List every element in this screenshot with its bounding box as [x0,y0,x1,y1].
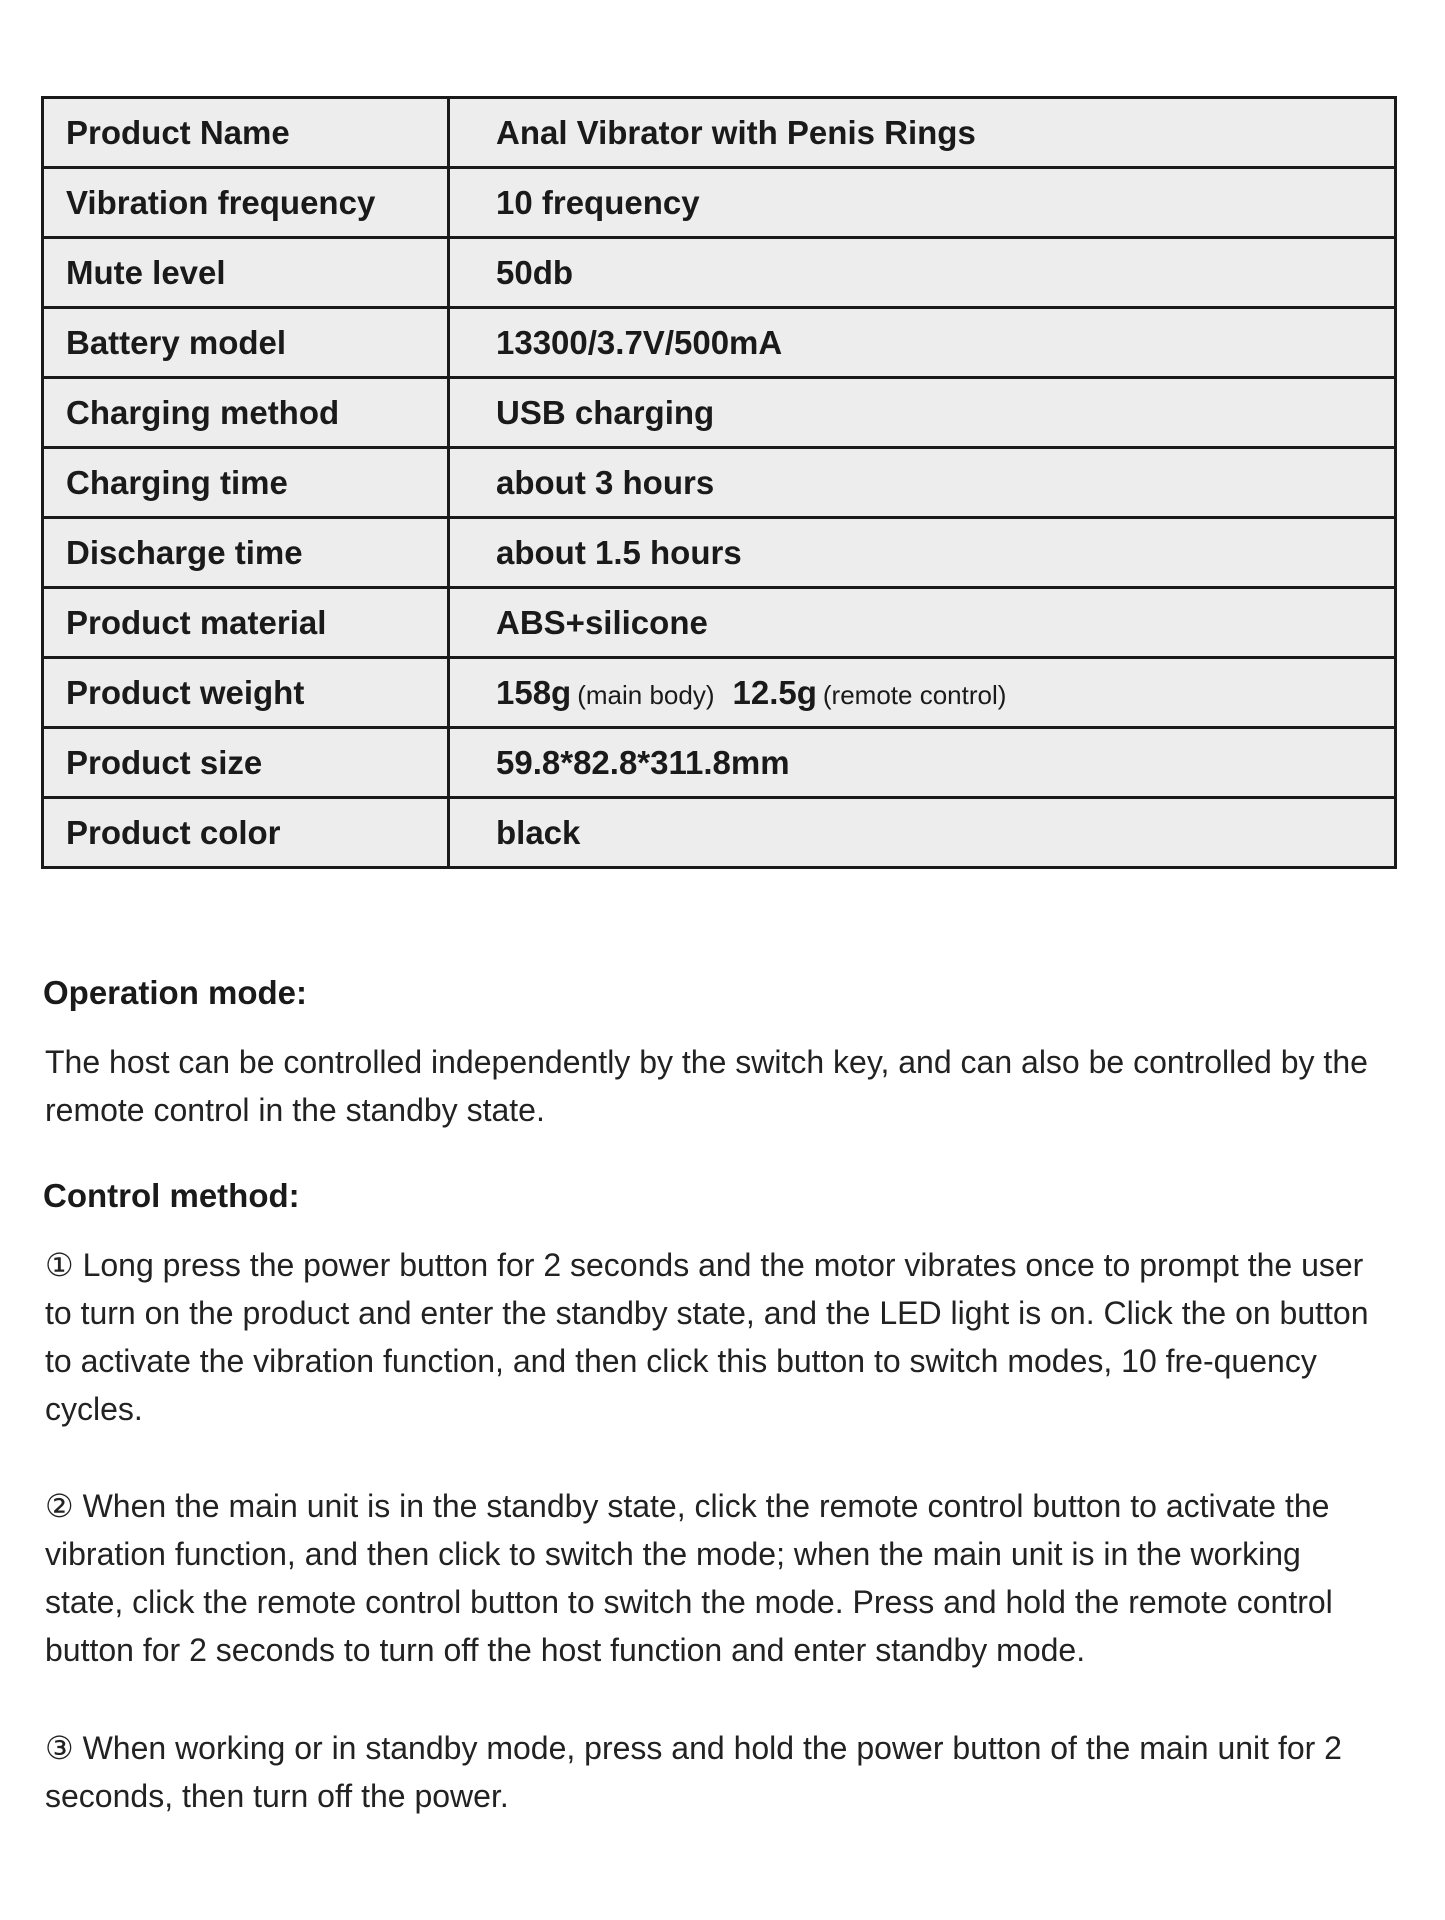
spec-label: Charging method [43,378,449,448]
spec-value: 50db [449,238,1396,308]
operation-mode-text: The host can be controlled independently by the switch key, and can also be controlled by the remote control in the standby state. [45,1044,1368,1128]
spec-label: Battery model [43,308,449,378]
spec-value: 10 frequency [449,168,1396,238]
spec-label: Product size [43,728,449,798]
table-row [43,308,1396,378]
control-method-item-3: ③ When working or in standby mode, press and hold the power button of the main unit for 2 seconds, then turn off the power. [45,1730,1342,1814]
spec-value: Anal Vibrator with Penis Rings [449,98,1396,168]
table-row [43,378,1396,448]
remote-weight-note: (remote control) [822,679,1007,710]
spec-value: about 1.5 hours [449,518,1396,588]
spec-value: 13300/3.7V/500mA [449,308,1396,378]
control-method-heading: Control method: [43,1177,300,1214]
spec-label: Charging time [43,448,449,518]
spec-label: Product weight [43,658,449,728]
spec-value: USB charging [449,378,1396,448]
spec-label: Discharge time [43,518,449,588]
control-method-item-1: ① Long press the power button for 2 seconds and the motor vibrates once to prompt the user to turn on the product and enter the standby state, and the LED light is on. Click the on button to activate the vibration function, and then click this button to switch modes, 10 fre-quency cycles. [45,1247,1369,1427]
operation-mode-heading: Operation mode: [43,974,308,1011]
table-row [43,728,1396,798]
table-row [43,448,1396,518]
spec-label: Product color [43,798,449,868]
table-row [43,238,1396,308]
spec-value: 59.8*82.8*311.8mm [449,728,1396,798]
main-weight: 158g [496,673,572,711]
main-weight-note: (main body) [577,679,715,710]
spec-table [41,96,1397,869]
table-row [43,98,1396,168]
remote-weight: 12.5g [732,673,817,711]
spec-value: black [449,798,1396,868]
spec-label: Mute level [43,238,449,308]
table-row [43,588,1396,658]
table-row [43,658,1396,728]
spec-value: ABS+silicone [449,588,1396,658]
control-method-item-2: ② When the main unit is in the standby state, click the remote control button to activate the vibration function, and then click to switch the mode; when the main unit is in the working state, click the remote control button to switch the mode. Press and hold the remote control button for 2 seconds to turn off the host function and enter standby mode. [45,1488,1333,1668]
table-row [43,168,1396,238]
spec-label: Product material [43,588,449,658]
spec-label: Product Name [43,98,449,168]
table-row [43,518,1396,588]
table-row [43,798,1396,868]
spec-label: Vibration frequency [43,168,449,238]
spec-value-weight [449,658,1396,728]
spec-value: about 3 hours [449,448,1396,518]
